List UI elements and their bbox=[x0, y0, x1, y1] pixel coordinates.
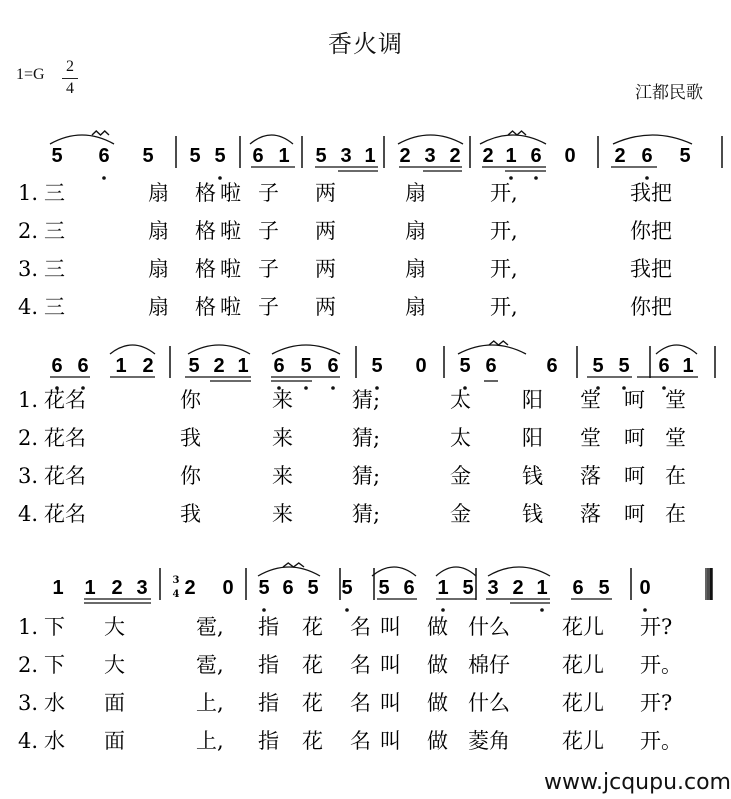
slur bbox=[188, 345, 250, 354]
site-watermark: www.jcqupu.com bbox=[544, 770, 731, 795]
octave-dot bbox=[534, 176, 538, 180]
lyric-word: 猜; bbox=[352, 464, 381, 488]
lyric-verse-number: 3. bbox=[18, 691, 39, 715]
lyric-word: 堂 bbox=[580, 426, 601, 450]
jianpu-note: 5 bbox=[679, 145, 691, 167]
lyric-verse-number: 2. bbox=[18, 426, 39, 450]
lyric-word: 格 bbox=[195, 257, 216, 281]
lyric-word: 在 bbox=[665, 502, 686, 526]
lyric-word: 三 bbox=[44, 295, 65, 319]
jianpu-note: 0 bbox=[222, 577, 234, 599]
slur bbox=[398, 135, 463, 144]
jianpu-note: 2 bbox=[142, 355, 154, 377]
score-system-2 bbox=[18, 341, 715, 526]
jianpu-note: 6 bbox=[77, 355, 89, 377]
octave-dot bbox=[540, 608, 544, 612]
jianpu-note: 5 bbox=[51, 145, 63, 167]
octave-dot bbox=[441, 608, 445, 612]
lyric-word: 开, bbox=[490, 181, 518, 205]
slur bbox=[458, 345, 526, 354]
lyric-word: 指 bbox=[258, 691, 279, 715]
lyric-word: 阳 bbox=[522, 388, 543, 412]
lyric-word: 什么 bbox=[468, 615, 510, 639]
time-change-denominator: 4 bbox=[172, 589, 180, 600]
jianpu-note: 5 bbox=[598, 577, 610, 599]
lyric-word: 钱 bbox=[522, 502, 543, 526]
lyric-word: 花名 bbox=[44, 426, 86, 450]
lyric-word: 开? bbox=[640, 615, 673, 639]
jianpu-note: 6 bbox=[572, 577, 584, 599]
slur bbox=[258, 567, 320, 576]
score-system-3 bbox=[18, 563, 711, 753]
lyric-word: 叫 bbox=[380, 691, 401, 715]
jianpu-note: 1 bbox=[536, 577, 548, 599]
lyric-verse-number: 4. bbox=[18, 502, 39, 526]
jianpu-note: 2 bbox=[482, 145, 494, 167]
jianpu-note: 5 bbox=[214, 145, 226, 167]
lyric-word: 子 bbox=[258, 257, 279, 281]
lyric-word: 大 bbox=[104, 653, 125, 677]
lyric-word: 指 bbox=[258, 729, 279, 753]
octave-dot bbox=[262, 608, 266, 612]
jianpu-note: 1 bbox=[84, 577, 96, 599]
lyric-word: 来 bbox=[272, 388, 293, 412]
time-signature-numerator: 2 bbox=[66, 58, 74, 75]
slur bbox=[272, 345, 340, 354]
lyric-word: 花 bbox=[302, 691, 323, 715]
lyric-word: 花儿 bbox=[562, 653, 604, 677]
lyric-word: 两 bbox=[315, 295, 336, 319]
lyric-word: 下 bbox=[44, 653, 65, 677]
slur bbox=[50, 135, 114, 144]
lyric-word: 扇 bbox=[148, 219, 169, 243]
slur bbox=[480, 135, 546, 144]
lyric-word: 堂 bbox=[580, 388, 601, 412]
lyric-word: 棉仔 bbox=[468, 653, 510, 677]
lyric-word: 名 bbox=[350, 615, 371, 639]
lyric-word: 面 bbox=[104, 729, 125, 753]
lyric-word: 格 bbox=[195, 181, 216, 205]
lyric-word: 扇 bbox=[405, 257, 426, 281]
jianpu-note: 6 bbox=[51, 355, 63, 377]
lyric-word: 呵 bbox=[624, 464, 645, 488]
lyric-verse-number: 2. bbox=[18, 219, 39, 243]
jianpu-note: 6 bbox=[403, 577, 415, 599]
lyric-verse-number: 1. bbox=[18, 388, 39, 412]
lyric-word: 叫 bbox=[380, 615, 401, 639]
jianpu-note: 5 bbox=[315, 145, 327, 167]
lyric-word: 名 bbox=[350, 653, 371, 677]
lyric-word: 子 bbox=[258, 295, 279, 319]
lyric-word: 花 bbox=[302, 729, 323, 753]
jianpu-note: 2 bbox=[449, 145, 461, 167]
lyric-word: 做 bbox=[427, 691, 448, 715]
lyric-word: 上, bbox=[196, 729, 224, 753]
lyric-word: 开。 bbox=[640, 729, 682, 753]
jianpu-note: 3 bbox=[136, 577, 148, 599]
jianpu-note: 1 bbox=[437, 577, 449, 599]
lyric-word: 花 bbox=[302, 615, 323, 639]
jianpu-note: 2 bbox=[512, 577, 524, 599]
octave-dot bbox=[304, 386, 308, 390]
jianpu-note: 2 bbox=[614, 145, 626, 167]
lyric-word: 你 bbox=[180, 388, 201, 412]
lyric-word: 三 bbox=[44, 219, 65, 243]
lyric-word: 做 bbox=[427, 729, 448, 753]
lyric-verse-number: 1. bbox=[18, 615, 39, 639]
slur bbox=[436, 567, 476, 576]
slur bbox=[656, 345, 697, 354]
slur bbox=[372, 567, 416, 576]
jianpu-note: 5 bbox=[189, 145, 201, 167]
jianpu-note: 5 bbox=[592, 355, 604, 377]
lyric-word: 上, bbox=[196, 691, 224, 715]
lyric-word: 花儿 bbox=[562, 729, 604, 753]
lyric-word: 什么 bbox=[468, 691, 510, 715]
jianpu-note: 6 bbox=[485, 355, 497, 377]
jianpu-note: 1 bbox=[115, 355, 127, 377]
jianpu-note: 6 bbox=[546, 355, 558, 377]
jianpu-note: 6 bbox=[327, 355, 339, 377]
lyric-word: 子 bbox=[258, 181, 279, 205]
lyric-word: 呵 bbox=[624, 426, 645, 450]
lyric-word: 水 bbox=[44, 691, 65, 715]
lyric-word: 来 bbox=[272, 426, 293, 450]
jianpu-note: 6 bbox=[252, 145, 264, 167]
jianpu-note: 2 bbox=[184, 577, 196, 599]
jianpu-note: 3 bbox=[487, 577, 499, 599]
jianpu-note: 5 bbox=[378, 577, 390, 599]
ornament-icon bbox=[283, 563, 304, 567]
jianpu-note: 6 bbox=[282, 577, 294, 599]
lyric-word: 指 bbox=[258, 653, 279, 677]
ornament-icon bbox=[92, 131, 109, 135]
lyric-word: 金 bbox=[450, 464, 471, 488]
lyric-word: 堂 bbox=[665, 426, 686, 450]
lyric-verse-number: 2. bbox=[18, 653, 39, 677]
octave-dot bbox=[331, 386, 335, 390]
key-signature: 1=G bbox=[16, 66, 45, 83]
jianpu-note: 1 bbox=[237, 355, 249, 377]
jianpu-note: 1 bbox=[364, 145, 376, 167]
jianpu-note: 6 bbox=[530, 145, 542, 167]
jianpu-note: 1 bbox=[505, 145, 517, 167]
octave-dot bbox=[509, 176, 513, 180]
jianpu-note: 3 bbox=[340, 145, 352, 167]
lyric-word: 花名 bbox=[44, 502, 86, 526]
jianpu-note: 6 bbox=[641, 145, 653, 167]
lyric-word: 太 bbox=[450, 426, 471, 450]
jianpu-note: 3 bbox=[424, 145, 436, 167]
lyric-word: 两 bbox=[315, 219, 336, 243]
lyric-word: 扇 bbox=[148, 257, 169, 281]
octave-dot bbox=[102, 176, 106, 180]
lyric-word: 开, bbox=[490, 219, 518, 243]
lyric-word: 两 bbox=[315, 181, 336, 205]
jianpu-note: 1 bbox=[278, 145, 290, 167]
lyric-word: 格 bbox=[195, 295, 216, 319]
jianpu-note: 0 bbox=[415, 355, 427, 377]
lyric-word: 我把 bbox=[630, 257, 672, 281]
lyric-word: 扇 bbox=[405, 295, 426, 319]
jianpu-note: 5 bbox=[459, 355, 471, 377]
composer-credit: 江都民歌 bbox=[635, 83, 703, 103]
lyric-word: 开。 bbox=[640, 653, 682, 677]
lyric-word: 啦 bbox=[220, 295, 241, 319]
jianpu-note: 0 bbox=[639, 577, 651, 599]
lyric-word: 指 bbox=[258, 615, 279, 639]
lyric-word: 名 bbox=[350, 729, 371, 753]
lyric-word: 做 bbox=[427, 615, 448, 639]
lyric-word: 啦 bbox=[220, 257, 241, 281]
lyric-word: 钱 bbox=[522, 464, 543, 488]
jianpu-note: 5 bbox=[142, 145, 154, 167]
lyric-word: 我 bbox=[180, 502, 201, 526]
slur bbox=[613, 135, 692, 144]
slur bbox=[110, 345, 155, 354]
lyric-word: 在 bbox=[665, 464, 686, 488]
lyric-word: 猜; bbox=[352, 388, 381, 412]
jianpu-note: 5 bbox=[258, 577, 270, 599]
jianpu-note: 5 bbox=[341, 577, 353, 599]
lyric-word: 扇 bbox=[148, 181, 169, 205]
lyric-verse-number: 4. bbox=[18, 295, 39, 319]
jianpu-note: 5 bbox=[307, 577, 319, 599]
jianpu-note: 6 bbox=[658, 355, 670, 377]
lyric-word: 叫 bbox=[380, 729, 401, 753]
lyric-word: 花 bbox=[302, 653, 323, 677]
lyric-word: 你把 bbox=[630, 219, 672, 243]
lyric-word: 名 bbox=[350, 691, 371, 715]
lyric-word: 我 bbox=[180, 426, 201, 450]
octave-dot bbox=[643, 608, 647, 612]
lyric-word: 太 bbox=[450, 388, 471, 412]
lyric-word: 啦 bbox=[220, 181, 241, 205]
score-system-1 bbox=[18, 131, 722, 319]
lyric-word: 猜; bbox=[352, 502, 381, 526]
lyric-word: 落 bbox=[580, 464, 601, 488]
time-change-numerator: 3 bbox=[172, 575, 180, 586]
lyric-word: 花儿 bbox=[562, 615, 604, 639]
jianpu-note: 1 bbox=[52, 577, 64, 599]
jianpu-note: 0 bbox=[564, 145, 576, 167]
jianpu-note: 5 bbox=[618, 355, 630, 377]
octave-dot bbox=[645, 176, 649, 180]
lyric-word: 格 bbox=[195, 219, 216, 243]
lyric-word: 来 bbox=[272, 502, 293, 526]
jianpu-note: 2 bbox=[213, 355, 225, 377]
lyric-word: 我把 bbox=[630, 181, 672, 205]
octave-dot bbox=[345, 608, 349, 612]
lyric-word: 扇 bbox=[405, 219, 426, 243]
lyric-word: 扇 bbox=[405, 181, 426, 205]
jianpu-note: 2 bbox=[111, 577, 123, 599]
jianpu-note: 6 bbox=[98, 145, 110, 167]
lyric-verse-number: 3. bbox=[18, 464, 39, 488]
lyric-word: 三 bbox=[44, 257, 65, 281]
lyric-word: 花名 bbox=[44, 388, 86, 412]
lyric-word: 三 bbox=[44, 181, 65, 205]
lyric-word: 开? bbox=[640, 691, 673, 715]
octave-dot bbox=[218, 176, 222, 180]
lyric-word: 金 bbox=[450, 502, 471, 526]
lyric-word: 两 bbox=[315, 257, 336, 281]
lyric-word: 花名 bbox=[44, 464, 86, 488]
song-title: 香火调 bbox=[328, 30, 403, 58]
jianpu-note: 5 bbox=[462, 577, 474, 599]
lyric-word: 大 bbox=[104, 615, 125, 639]
lyric-word: 你把 bbox=[630, 295, 672, 319]
lyric-verse-number: 3. bbox=[18, 257, 39, 281]
slur bbox=[488, 567, 550, 576]
lyric-word: 呵 bbox=[624, 502, 645, 526]
lyric-word: 开, bbox=[490, 257, 518, 281]
lyric-verse-number: 4. bbox=[18, 729, 39, 753]
jianpu-note: 2 bbox=[399, 145, 411, 167]
lyric-word: 菱角 bbox=[468, 729, 510, 753]
lyric-word: 雹, bbox=[196, 653, 224, 677]
lyric-word: 啦 bbox=[220, 219, 241, 243]
jianpu-note: 5 bbox=[188, 355, 200, 377]
lyric-verse-number: 1. bbox=[18, 181, 39, 205]
lyric-word: 花儿 bbox=[562, 691, 604, 715]
lyric-word: 叫 bbox=[380, 653, 401, 677]
lyric-word: 呵 bbox=[624, 388, 645, 412]
lyric-word: 猜; bbox=[352, 426, 381, 450]
lyric-word: 堂 bbox=[665, 388, 686, 412]
jianpu-note: 1 bbox=[682, 355, 694, 377]
jianpu-note: 5 bbox=[371, 355, 383, 377]
lyric-word: 雹, bbox=[196, 615, 224, 639]
time-signature-denominator: 4 bbox=[66, 80, 74, 97]
slur bbox=[250, 135, 293, 144]
jianpu-note: 5 bbox=[300, 355, 312, 377]
lyric-word: 扇 bbox=[148, 295, 169, 319]
lyric-word: 你 bbox=[180, 464, 201, 488]
lyric-word: 水 bbox=[44, 729, 65, 753]
lyric-word: 落 bbox=[580, 502, 601, 526]
lyric-word: 开, bbox=[490, 295, 518, 319]
lyric-word: 面 bbox=[104, 691, 125, 715]
lyric-word: 子 bbox=[258, 219, 279, 243]
lyric-word: 下 bbox=[44, 615, 65, 639]
lyric-word: 来 bbox=[272, 464, 293, 488]
lyric-word: 阳 bbox=[522, 426, 543, 450]
lyric-word: 做 bbox=[427, 653, 448, 677]
jianpu-note: 6 bbox=[273, 355, 285, 377]
